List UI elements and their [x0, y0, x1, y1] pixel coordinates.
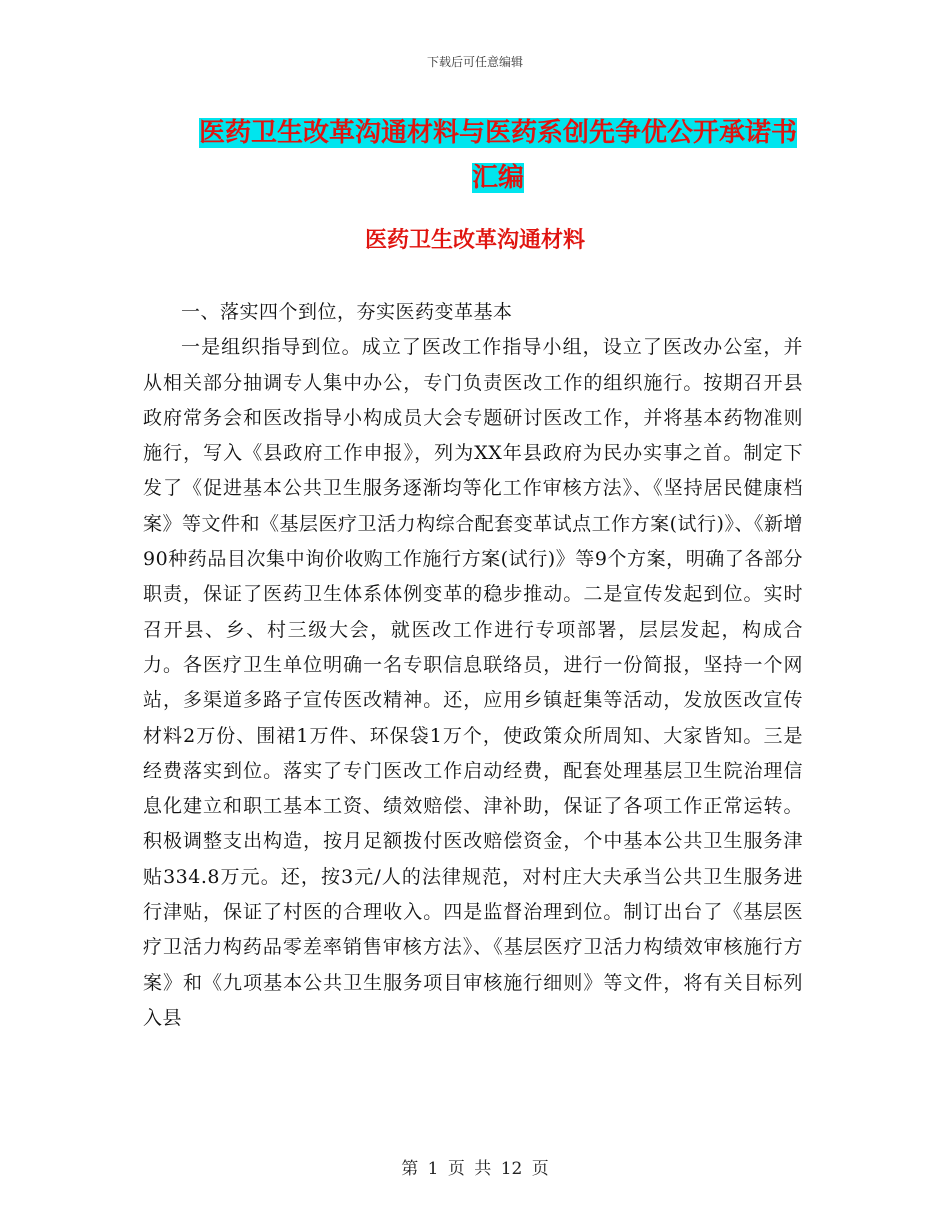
document-title-line-2: 汇编: [471, 163, 524, 193]
paragraph-body: 一是组织指导到位。成立了医改工作指导小组，设立了医改办公室，并从相关部分抽调专人集中办公，专门负责医改工作的组织施行。按期召开县政府常务会和医改指导小构成员大会专题研讨医改工作，并将基本药物准则施行，写入《县政府工作申报》，列为XX年县政府为民办实事之首。制定下发了《促进基本公共卫生服务逐渐均等化工作审核方法》、《坚持居民健康档案》等文件和《基层医疗卫活力构综合配套变革试点工作方案(试行)》、《新增90种药品目次集中询价收购工作施行方案(试行)》等9个方案，明确了各部分职责，保证了医药卫生体系体例变革的稳步推动。二是宣传发起到位。实时召开县、乡、村三级大会，就医改工作进行专项部署，层层发起，构成合力。各医疗卫生单位明确一名专职信息联络员，进行一份简报，坚持一个网站，多渠道多路子宣传医改精神。还，应用乡镇赶集等活动，发放医改宣传材料2万份、围裙1万件、环保袋1万个，使政策众所周知、大家皆知。三是经费落实到位。落实了专门医改工作启动经费，配套处理基层卫生院治理信息化建立和职工基本工资、绩效赔偿、津补助，保证了各项工作正常运转。积极调整支出构造，按月足额拨付医改赔偿资金，个中基本公共卫生服务津贴334.8万元。还，按3元/人的法律规范，对村庄大夫承当公共卫生服务进行津贴，保证了村医的合理收入。四是监督治理到位。制订出台了《基层医疗卫活力构药品零差率销售审核方法》、《基层医疗卫活力构绩效审核施行方案》和《九项基本公共卫生服务项目审核施行细则》等文件，将有关目标列入县: [143, 336, 803, 1029]
body-text: [143, 295, 803, 1036]
section-title: 医药卫生改革沟通材料: [364, 227, 585, 253]
page-number-footer: 第 1 页 共 12 页: [401, 1159, 549, 1179]
header-note: 下载后可任意编辑: [426, 55, 523, 69]
document-title-line-1: 医药卫生改革沟通材料与医药系创先争优公开承诺书: [198, 118, 797, 148]
paragraph-heading: 一、落实四个到位，夯实医药变革基本: [181, 301, 513, 323]
document-title: [192, 111, 804, 201]
